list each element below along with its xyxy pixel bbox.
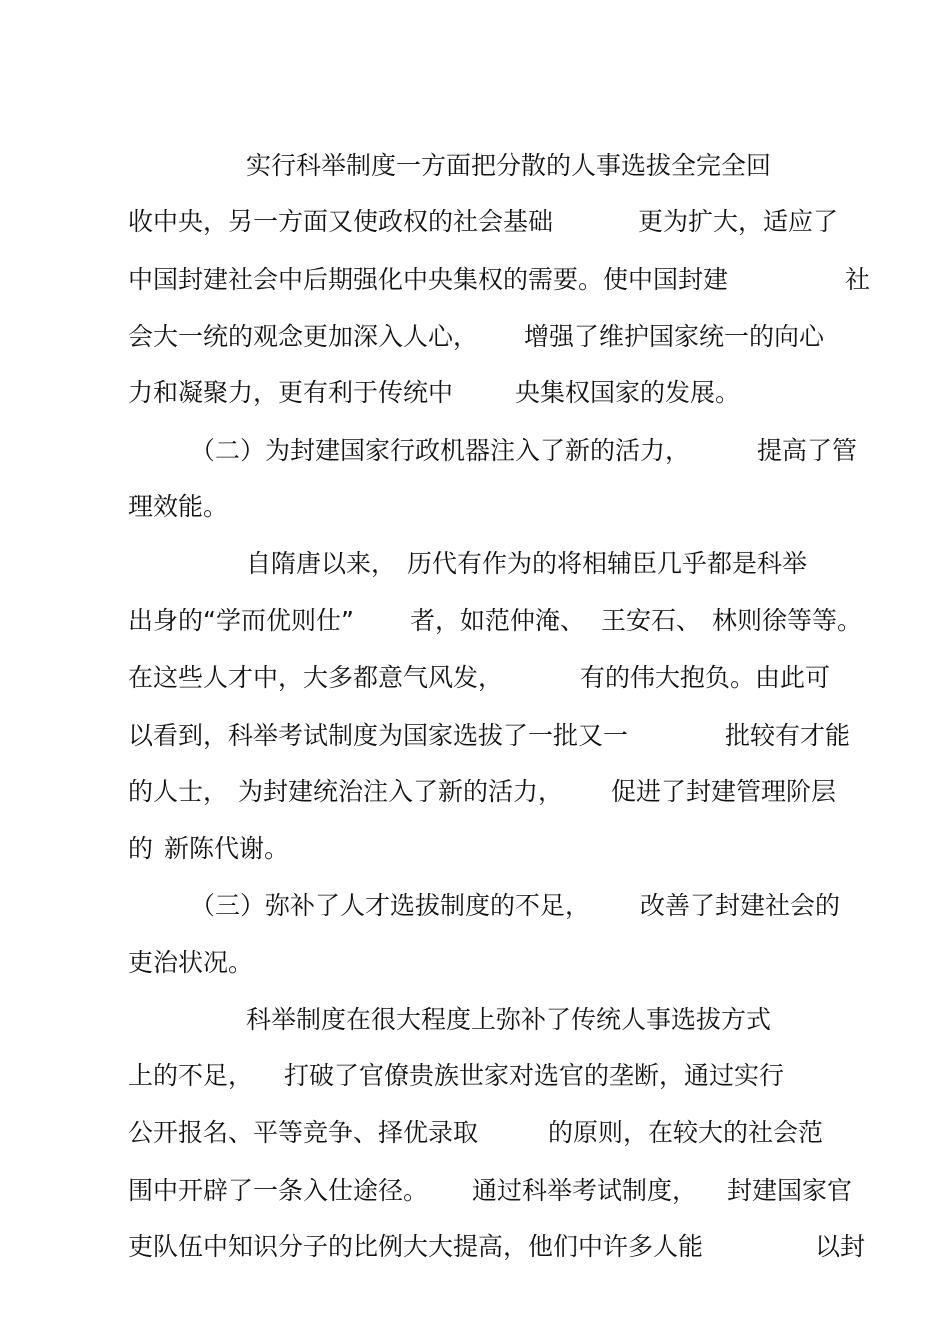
text-line: 围中开辟了一条入仕途径。 [128,1176,429,1205]
text-line: 的 [128,834,154,863]
text-line: 科举制度在很大程度上弥补了传统人事选拔方式 [246,1005,772,1034]
text-line: 有的伟大抱负。由此可 [580,663,831,692]
text-line: 更为扩大，适应了 [638,207,839,236]
text-line: 促进了封建管理阶层 [611,777,837,806]
section-heading: （二）为封建国家行政机器注入了新的活力， [190,436,691,465]
text-line: 历代有作为的将相辅臣几乎都是科举 [407,549,808,578]
section-heading: 改善了封建社会的 [640,891,841,920]
text-line: 打破了官僚贵族世家对选官的垄断，通过实行 [284,1061,785,1090]
text-line: 林则徐等等。 [712,606,863,635]
text-line: 封建国家官 [727,1176,853,1205]
text-line: 吏队伍中知识分子的比例大大提高，他们中许多人能 [128,1232,704,1261]
text-line: 新陈代谢。 [164,834,290,863]
text-line: 社 [845,265,871,294]
text-line: 收中央，另一方面又使政权的社会基础 [128,207,554,236]
text-line: 公开报名、平等竞争、择优录取 [128,1118,479,1147]
text-line: 在这些人才中，大多都意气风发， [128,663,504,692]
text-line: 央集权国家的发展。 [515,378,741,407]
text-line: 力和凝聚力，更有利于传统中 [128,378,454,407]
text-line: 通过科举考试制度， [472,1176,698,1205]
text-line: 的人士， [128,777,229,806]
text-line: 中国封建社会中后期强化中央集权的需要。使中国封建 [128,265,729,294]
section-heading: （三）弥补了人才选拔制度的不足， [190,891,591,920]
section-heading: 吏治状况。 [128,948,254,977]
text-line: 者，如范仲淹、 [410,606,586,635]
section-heading: 提高了管 [757,436,858,465]
text-line: 自隋唐以来， [246,549,397,578]
text-line: 以封 [815,1232,866,1261]
text-line: 为封建统治注入了新的活力， [238,777,564,806]
text-line: 实行科举制度一方面把分散的人事选拔全完全回 [246,151,772,180]
text-line: 增强了维护国家统一的向心 [524,322,825,351]
text-line: 王安石、 [601,606,702,635]
text-line: 的原则，在较大的社会范 [548,1118,824,1147]
text-line: 会大一统的观念更加深入人心， [128,322,479,351]
text-line: 批较有才能 [725,721,851,750]
text-line: 以看到，科举考试制度为国家选拔了一批又一 [128,721,629,750]
text-line: 上的不足， [128,1061,254,1090]
section-heading: 理效能。 [128,492,229,521]
text-line: 出身的“学而优则仕” [128,606,354,635]
